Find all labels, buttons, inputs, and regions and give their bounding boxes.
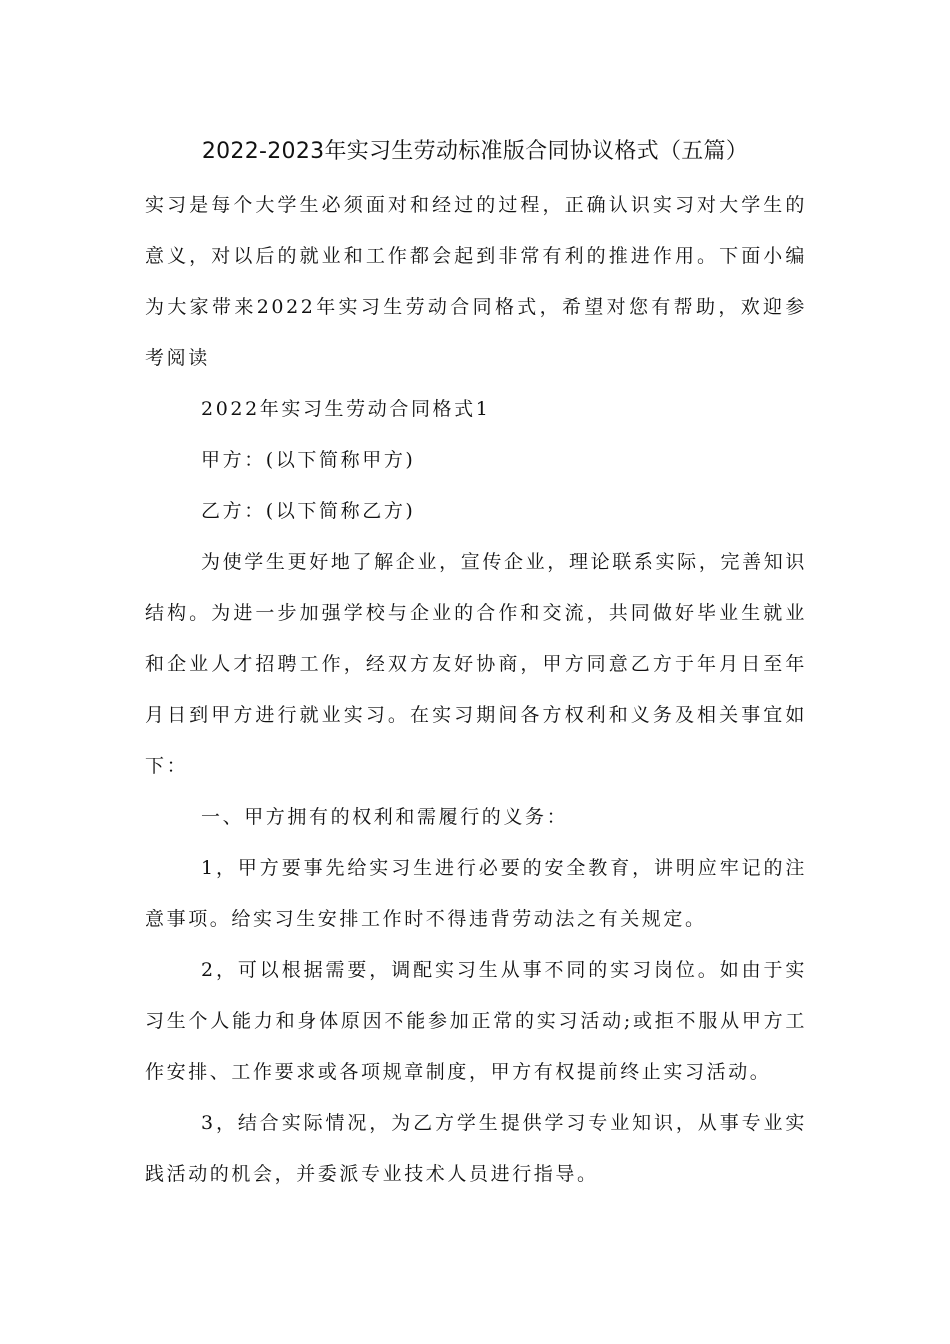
contract-heading: 2022年实习生劳动合同格式1 [201, 398, 491, 420]
party-a-line: 甲方：(以下简称甲方) [201, 449, 416, 471]
clause-item-2: 2，可以根据需要，调配实习生从事不同的实习岗位。如由于实习生个人能力和身体原因不能参加正常的实习活动;或拒不服从甲方工作安排、工作要求或各项规章制度，甲方有权提前终止实习活动。 [145, 959, 807, 1083]
party-b-line: 乙方：(以下简称乙方) [201, 500, 416, 522]
clause-item-3: 3，结合实际情况，为乙方学生提供学习专业知识，从事专业实践活动的机会，并委派专业技术人员进行指导。 [145, 1112, 807, 1185]
section-heading-1: 一、甲方拥有的权利和需履行的义务： [201, 806, 569, 828]
purpose-paragraph: 为使学生更好地了解企业，宣传企业，理论联系实际，完善知识结构。为进一步加强学校与企业的合作和交流，共同做好毕业生就业和企业人才招聘工作，经双方友好协商，甲方同意乙方于年月日至年月日到甲方进行就业实习。在实习期间各方权利和义务及相关事宜如下： [145, 551, 807, 777]
document-title: 2022-2023年实习生劳动标准版合同协议格式（五篇） [201, 139, 749, 164]
document-body [145, 180, 807, 1200]
clause-item-1: 1，甲方要事先给实习生进行必要的安全教育，讲明应牢记的注意事项。给实习生安排工作时不得违背劳动法之有关规定。 [145, 857, 807, 930]
intro-paragraph: 实习是每个大学生必须面对和经过的过程，正确认识实习对大学生的意义，对以后的就业和工作都会起到非常有利的推进作用。下面小编为大家带来2022年实习生劳动合同格式，希望对您有帮助，欢迎参考阅读 [145, 194, 807, 369]
